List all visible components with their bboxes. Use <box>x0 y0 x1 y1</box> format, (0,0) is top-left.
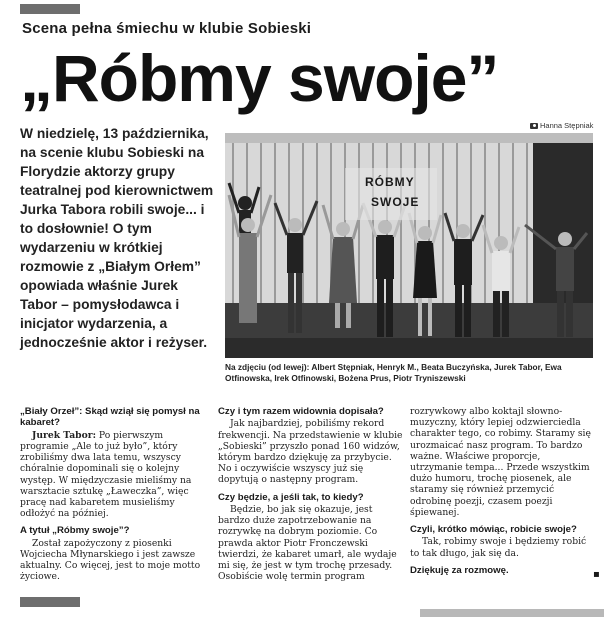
photo-caption: Na zdjęciu (od lewej): Albert Stępniak, Henryk M., Beata Buczyńska, Jurek Tabor, Ewa Otfinowska, Irek Otfinowski, Bożena Prus, Piotr Tryniszewski <box>225 362 562 383</box>
interview-question: A tytuł „Róbmy swoje”? <box>20 525 130 537</box>
article-kicker: Scena pełna śmiechu w klubie Sobieski <box>22 20 312 37</box>
end-mark-icon: ▪ <box>593 569 600 580</box>
answer-text: Po pierwszym programie „Ale to już było”, który zrobiliśmy dwa lata temu, wszyscy chóralnie dopominali się o kolejny występ. W międzyczasie mieliśmy na warsztacie sztukę „Ławeczka”, więc pracę nad kabaretem musieliśmy odłożyć na później. <box>20 429 192 520</box>
article-lead: W niedzielę, 13 października, na scenie klubu Sobieski na Florydzie aktorzy grupy teatralnej pod kierownictwem Jurka Tabora robili swoje... i to dosłownie! O tym wydarzeniu w krótkiej rozmowie z „Białym Orłem” opowiada właśnie Jurek Tabor – pomysłodawca i inicjator wydarzenia, a jednocześnie aktor i reżyser. <box>20 126 214 350</box>
interview-question: Czy będzie, a jeśli tak, to kiedy? <box>218 491 364 503</box>
closing-remark: Dziękuję za rozmowę. <box>410 564 509 576</box>
speaker-label: Jurek Tabor: <box>32 429 96 441</box>
interview-answer <box>20 430 210 520</box>
stage-photo <box>225 133 593 358</box>
interview-column-1 <box>20 406 210 583</box>
interview-column-2 <box>218 406 403 582</box>
interview-question: Czyli, krótko mówiąc, robicie swoje? <box>410 524 577 536</box>
interview-answer: rozrywkowy albo koktajl słowno-muzyczny, który lepiej odzwierciedla charakter tego, co robimy. Staramy się urozmaicać nasz program. To bardzo ważne. Właściwe proporcje, utrzymanie tempa... Przede wszystkim dużo humoru, trochę piosenek, ale staramy się również przemycić odrobinę poezji, czasem poezji śpiewanej. <box>410 406 591 518</box>
photo-credit <box>530 121 593 130</box>
next-article-photo-strip <box>420 609 604 617</box>
bottom-section-bar <box>20 597 80 607</box>
interview-answer: Został zapożyczony z piosenki Wojciecha Młynarskiego i jest zawsze aktualny. Co więcej, jest to moje motto życiowe. <box>20 537 201 583</box>
interview-question: Czy i tym razem widownia dopisała? <box>218 406 384 417</box>
photo-credit-name: Hanna Stępniak <box>540 121 594 130</box>
interview-answer: Będzie, bo jak się okazuje, jest bardzo duże zapotrzebowanie na rozrywkę na dobrym poziomie. Co prawda aktor Piotr Fronczewski twierdzi, że kabaret umarł, ale wydaje mi się, że jest w tym trochę przesady. Osobiście wolę termin program <box>218 504 397 583</box>
stage-photo-illustration <box>225 133 593 358</box>
interview-answer: Jak najbardziej, pobiliśmy rekord frekwencji. Na przedstawienie w klubie „Sobieski” przyszło ponad 160 widzów, którym bardzo dziękuję za przybycie. No i oczywiście wszyscy już się dopytują o następny program. <box>218 418 403 486</box>
interview-question: „Biały Orzeł”: Skąd wziął się pomysł na kabaret? <box>20 406 200 429</box>
stage-sign-top: RÓBMY <box>365 175 415 189</box>
interview-column-3 <box>410 406 593 577</box>
camera-icon <box>530 123 538 129</box>
stage-sign-bottom: SWOJE <box>371 195 420 209</box>
top-section-bar <box>20 4 80 14</box>
article-headline: „Róbmy swoje” <box>20 41 499 115</box>
interview-answer: Tak, robimy swoje i będziemy robić to tak długo, jak się da. <box>410 536 587 559</box>
